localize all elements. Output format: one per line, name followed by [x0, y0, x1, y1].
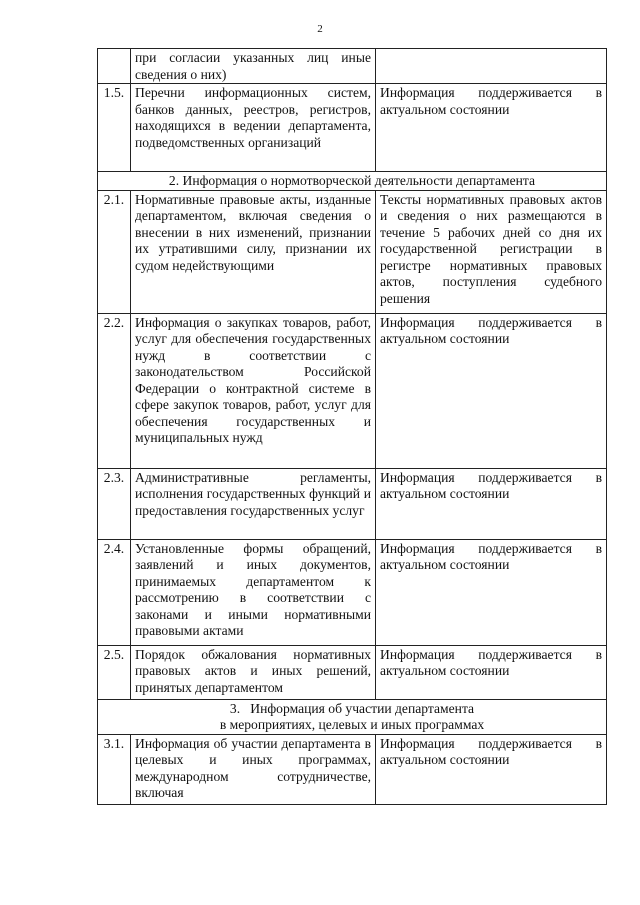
row-number: 2.4.	[98, 539, 131, 645]
info-terms: Информация поддерживается в актуальном состоянии	[376, 84, 607, 172]
section-heading: 2. Информация о нормотворческой деятельности департамента	[98, 172, 607, 191]
row-number: 2.1.	[98, 190, 131, 313]
section-heading-row	[98, 699, 607, 734]
row-number: 2.3.	[98, 468, 131, 539]
row-number: 1.5.	[98, 84, 131, 172]
info-item: Установленные формы обращений, заявлений и иных документов, принимаемых департаментом к рассмотрению в соответствии с законами и иными нормативными правовыми актами	[131, 539, 376, 645]
table-row	[98, 49, 607, 84]
table-row	[98, 313, 607, 468]
table-row	[98, 468, 607, 539]
information-table	[97, 48, 607, 805]
table-row	[98, 539, 607, 645]
table-row	[98, 84, 607, 172]
section-heading	[98, 699, 607, 734]
table-row	[98, 645, 607, 699]
section-heading-line: в мероприятиях, целевых и иных программах	[219, 717, 485, 732]
table-row	[98, 734, 607, 804]
info-terms	[376, 49, 607, 84]
section-heading-row	[98, 172, 607, 191]
info-item: Административные регламенты, исполнения государственных функций и предоставления государственных услуг	[131, 468, 376, 539]
page-number: 2	[317, 23, 323, 35]
info-terms: Информация поддерживается в актуальном состоянии	[376, 645, 607, 699]
info-item: Перечни информационных систем, банков данных, реестров, регистров, находящихся в ведении департамента, подведомственных организаций	[131, 84, 376, 172]
row-number: 3.1.	[98, 734, 131, 804]
info-terms: Информация поддерживается в актуальном состоянии	[376, 539, 607, 645]
section-heading-line: 3. Информация об участии департамента	[229, 700, 475, 716]
table-row	[98, 190, 607, 313]
info-item: Информация об участии департамента в целевых и иных программах, международном сотрудничестве, включая	[131, 734, 376, 804]
info-terms: Тексты нормативных правовых актов и сведения о них размещаются в течение 5 рабочих дней со дня их государственной регистрации в регистре нормативных правовых актов, поступления судебного решения	[376, 190, 607, 313]
info-item: Информация о закупках товаров, работ, услуг для обеспечения государственных нужд в соответствии с законодательством Российской Федерации о контрактной системе в сфере закупок товаров, работ, услуг для обеспечения государственных и муниципальных нужд	[131, 313, 376, 468]
info-terms: Информация поддерживается в актуальном состоянии	[376, 734, 607, 804]
info-item: при согласии указанных лиц иные сведения о них)	[131, 49, 376, 84]
row-number: 2.2.	[98, 313, 131, 468]
info-item: Нормативные правовые акты, изданные департаментом, включая сведения о внесении в них изменений, признании их утратившими силу, признании их судом недействующими	[131, 190, 376, 313]
row-number: 2.5.	[98, 645, 131, 699]
info-terms: Информация поддерживается в актуальном состоянии	[376, 313, 607, 468]
row-number	[98, 49, 131, 84]
info-terms: Информация поддерживается в актуальном состоянии	[376, 468, 607, 539]
info-item: Порядок обжалования нормативных правовых актов и иных решений, принятых департаментом	[131, 645, 376, 699]
